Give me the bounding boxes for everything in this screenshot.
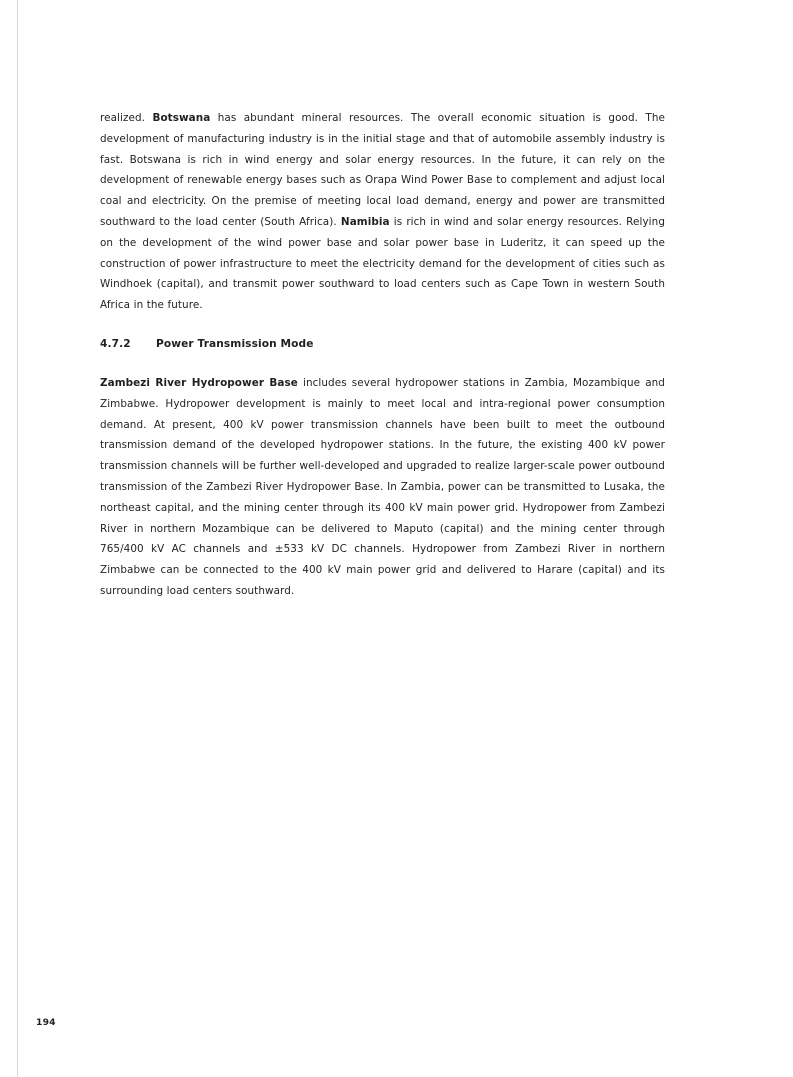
- section-heading-number: 4.7.2: [100, 337, 131, 350]
- emphasized-term: Namibia: [340, 215, 390, 228]
- paragraph-botswana-namibia: realized. Botswana has abundant mineral resources. The overall economic situation is good. The development of manufacturing industry is in the initial stage and that of automobile assembly industry is fast. Botswana is rich in wind energy and solar energy resources. In the future, it can rely on the development of renewable energy bases such as Orapa Wind Power Base to complement and adjust local coal and electricity. On the premise of meeting local load demand, energy and power are transmitted southward to the load center (South Africa). Namibia is rich in wind and solar energy resources. Relying on the development of the wind power base and solar power base in Luderitz, it can speed up the construction of power infrastructure to meet the electricity demand for the development of cities such as Windhoek (capital), and transmit power southward to load centers such as Cape Town in western South Africa in the future.: [100, 112, 666, 312]
- emphasized-term: Zambezi River Hydropower Base: [100, 376, 298, 389]
- paragraph-zambezi-river: Zambezi River Hydropower Base includes several hydropower stations in Zambia, Mozambique and Zimbabwe. Hydropower development is mainly to meet local and intra-regional power consumption demand. At present, 400 kV power transmission channels have been built to meet the outbound transmission demand of the developed hydropower stations. In the future, the existing 400 kV power transmission channels will be further well-developed and upgraded to realize larger-scale power outbound transmission of the Zambezi River Hydropower Base. In Zambia, power can be transmitted to Lusaka, the northeast capital, and the mining center through its 400 kV main power grid. Hydropower from Zambezi River in northern Mozambique can be delivered to Maputo (capital) and the mining center through 765/400 kV AC channels and ±533 kV DC channels. Hydropower from Zambezi River in northern Zimbabwe can be connected to the 400 kV main power grid and delivered to Harare (capital) and its surrounding load centers southward.: [100, 376, 665, 597]
- section-heading-title: Power Transmission Mode: [156, 337, 314, 350]
- emphasized-term: Botswana: [152, 112, 211, 124]
- page-trim-rule: [17, 0, 18, 1077]
- page-number: 194: [36, 1017, 56, 1028]
- page-content: [100, 108, 665, 602]
- section-heading-block: [100, 338, 665, 350]
